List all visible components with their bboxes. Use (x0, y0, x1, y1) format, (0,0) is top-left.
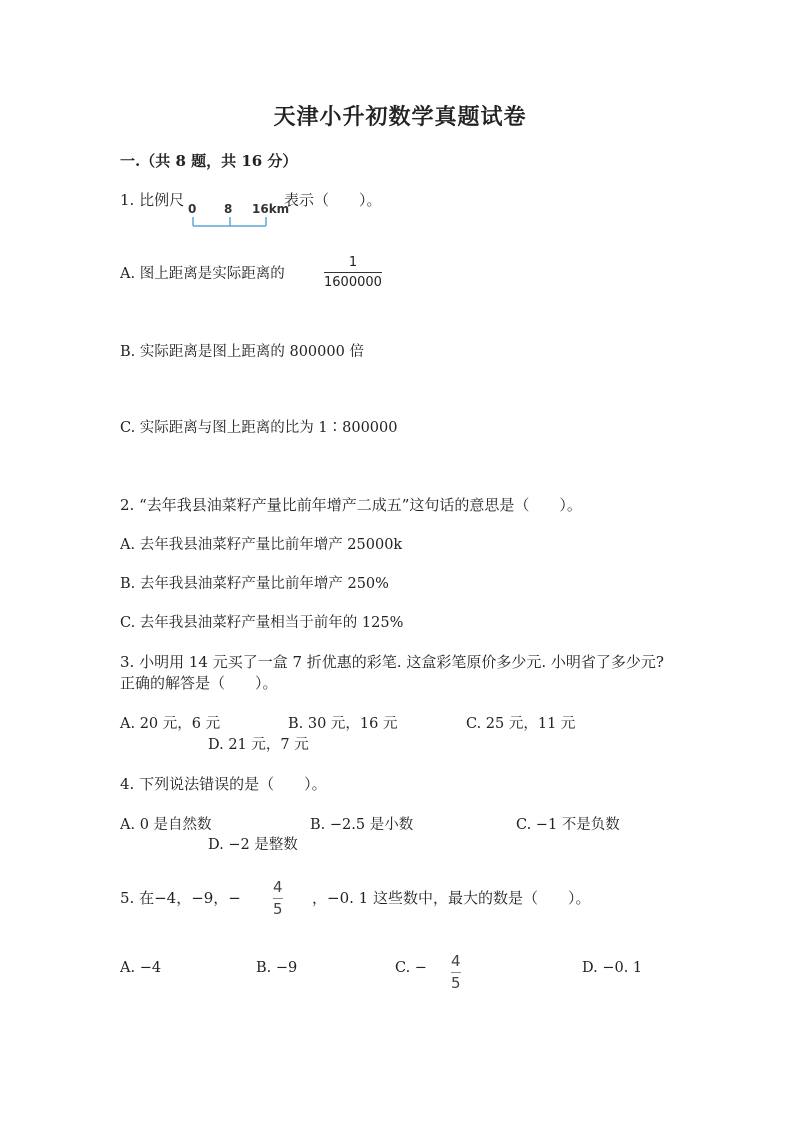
question-2-stem: 2. “去年我县油菜籽产量比前年增产二成五”这句话的意思是（ ）。 (120, 496, 582, 514)
fraction-denominator: 5 (273, 900, 283, 918)
page-title: 天津小升初数学真题试卷 (273, 104, 527, 130)
question-1-prefix: 1. 比例尺 (120, 191, 185, 209)
scale-label-16km: 16km (252, 202, 290, 216)
question-1-option-a-fraction (324, 256, 382, 289)
question-5-option-a: A. −4 (120, 960, 162, 976)
question-3-option-c: C. 25 元，11 元 (466, 716, 576, 732)
fraction-denominator: 5 (451, 974, 461, 992)
question-4-stem: 4. 下列说法错误的是（ ）。 (120, 775, 327, 793)
question-3-stem-line2: 正确的解答是（ ）。 (120, 674, 278, 692)
question-2-option-b: B. 去年我县油菜籽产量比前年增产 250% (120, 576, 389, 592)
question-3-option-d: D. 21 元，7 元 (208, 737, 309, 753)
fraction-numerator: 4 (451, 952, 461, 970)
question-5-option-b: B. −9 (256, 960, 298, 976)
scale-bar (188, 202, 288, 230)
question-5-option-c-prefix: C. − (395, 960, 427, 976)
question-4-option-d: D. −2 是整数 (208, 837, 298, 853)
question-1-option-a: A. 图上距离是实际距离的 (120, 266, 285, 282)
fraction-denominator: 1600000 (324, 275, 382, 290)
scale-label-0: 0 (188, 202, 197, 216)
fraction-bar (451, 972, 461, 973)
question-4-option-b: B. −2.5 是小数 (310, 817, 414, 833)
question-1-option-c: C. 实际距离与图上距离的比为 1∶800000 (120, 420, 398, 436)
question-1-option-b: B. 实际距离是图上距离的 800000 倍 (120, 344, 364, 360)
question-5-fraction (273, 880, 283, 917)
fraction-bar (324, 272, 382, 273)
fraction-bar (273, 898, 283, 899)
scale-label-8: 8 (224, 202, 233, 216)
scale-bar-line (188, 216, 288, 228)
question-3-option-b: B. 30 元，16 元 (288, 716, 398, 732)
section-heading: 一.（共 8 题，共 16 分） (120, 152, 298, 170)
question-2-option-a: A. 去年我县油菜籽产量比前年增产 25000k (120, 537, 403, 553)
question-5-stem-suffix: ，−0. 1 这些数中，最大的数是（ ）。 (312, 889, 591, 907)
question-1-suffix: 表示（ ）。 (284, 191, 382, 209)
fraction-numerator: 4 (273, 878, 283, 896)
question-3-option-a: A. 20 元，6 元 (120, 716, 221, 732)
question-4-option-a: A. 0 是自然数 (120, 817, 212, 833)
question-2-option-c: C. 去年我县油菜籽产量相当于前年的 125% (120, 615, 404, 631)
question-3-stem-line1: 3. 小明用 14 元买了一盒 7 折优惠的彩笔. 这盒彩笔原价多少元. 小明省了多少元? (120, 653, 664, 671)
fraction-numerator: 1 (348, 255, 358, 270)
question-5-option-c-fraction (451, 954, 461, 991)
question-5-stem-prefix: 5. 在−4，−9，− (120, 889, 241, 907)
question-4-option-c: C. −1 不是负数 (516, 817, 620, 833)
question-5-option-d: D. −0. 1 (582, 960, 643, 976)
